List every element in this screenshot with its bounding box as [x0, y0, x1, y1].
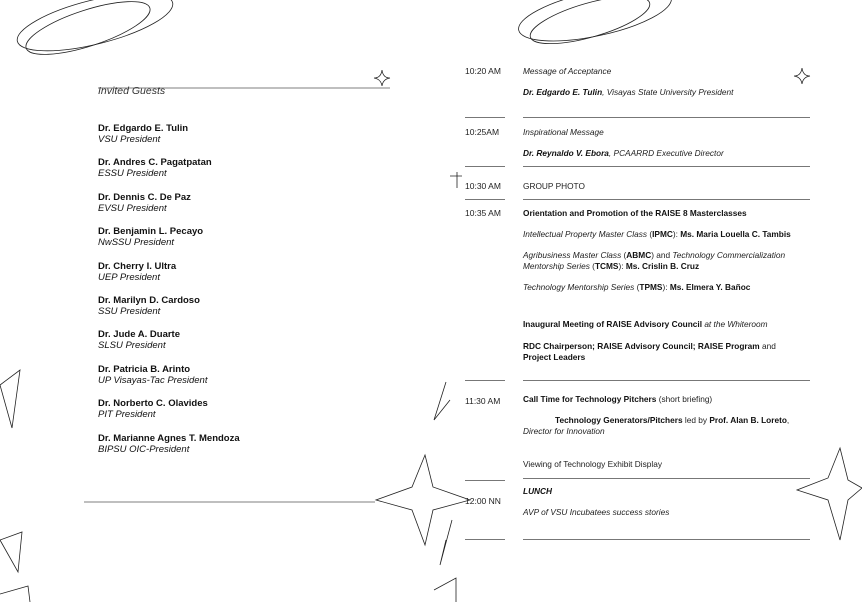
time-label: 10:30 AM [465, 181, 501, 191]
guest-entry [98, 433, 240, 455]
item-title: Message of Acceptance [523, 66, 612, 76]
advisory-council [523, 319, 818, 330]
text: TPMS [639, 282, 663, 292]
text: TCMS [594, 260, 619, 271]
text: Intellectual Property Master Class [523, 229, 648, 239]
guest-name: Dr. Edgardo E. Tulin [98, 123, 189, 134]
item-title: Orientation and Promotion of the RAISE 8 Masterclasses [523, 208, 747, 218]
council-members [523, 341, 793, 362]
guest-role: SSU President [98, 306, 161, 317]
item-title: Inspirational Message [523, 127, 604, 137]
guest-entry [98, 261, 176, 283]
sparkle-icon [374, 70, 390, 86]
guest-name: Dr. Cherry I. Ultra [98, 260, 177, 272]
guest-entry [98, 192, 191, 214]
text: ): [618, 260, 626, 271]
exhibit: Viewing of Technology Exhibit Display [523, 459, 662, 469]
guest-entry [98, 226, 203, 248]
guest-entry [98, 364, 207, 386]
time-label: 10:20 AM [465, 66, 501, 76]
ellipse-ornament [526, 0, 655, 53]
text: led by [682, 415, 710, 425]
text: Technology Mentorship Series [523, 282, 635, 292]
guest-name: Dr. Andres C. Pagatpatan [98, 157, 212, 169]
guest-role: PIT President [98, 409, 156, 421]
text: Director for Innovation [523, 425, 605, 436]
guest-name: Dr. Jude A. Duarte [98, 329, 181, 341]
text: ) and [651, 250, 673, 260]
text: ): [672, 229, 681, 239]
guest-name: Dr. Marianne Agnes T. Mendoza [98, 432, 240, 444]
text: Technology Generators/Pitchers [555, 415, 683, 425]
guest-role: SLSU President [98, 340, 166, 352]
text: Call Time for Technology Pitchers [523, 394, 657, 404]
time-label: 10:25AM [465, 127, 500, 137]
text: Project Leaders [523, 351, 586, 362]
guest-role: BIPSU OIC-President [98, 443, 190, 455]
text: at the Whiteroom [702, 319, 768, 329]
text: Prof. Alan B. Loreto [709, 415, 787, 425]
text: IPMC [652, 229, 673, 239]
item-speaker [523, 148, 818, 159]
text: ( [589, 260, 595, 271]
item-speaker [523, 87, 818, 98]
guest-entry [98, 123, 188, 145]
speaker-name: Dr. Reynaldo V. Ebora [523, 148, 609, 158]
text: Agribusiness Master Class [523, 250, 622, 260]
guest-name: Dr. Patricia B. Arinto [98, 363, 191, 375]
text: ( [634, 282, 640, 292]
time-label: 10:35 AM [465, 208, 501, 218]
guest-name: Dr. Marilyn D. Cardoso [98, 295, 200, 306]
text: , [786, 415, 790, 425]
text: Technology Commercialization Mentorship Series [523, 250, 786, 271]
speaker-name: Dr. Edgardo E. Tulin [523, 87, 603, 97]
guest-name: Dr. Benjamin L. Pecayo [98, 226, 204, 238]
text: ABMC [626, 250, 652, 260]
item-title [523, 394, 818, 405]
item-title: GROUP PHOTO [523, 181, 585, 191]
invited-guests-heading: Invited Guests [98, 85, 166, 97]
guest-entry [98, 329, 180, 351]
text: ( [647, 229, 653, 239]
text: Inaugural Meeting of RAISE Advisory Council [523, 319, 703, 329]
guest-entry [98, 295, 200, 317]
star-ornament [376, 455, 470, 545]
guest-role: EVSU President [98, 202, 167, 214]
avp: AVP of VSU Incubatees success stories [523, 507, 670, 517]
guest-role: ESSU President [98, 168, 167, 180]
text: (short briefing) [656, 394, 713, 404]
ellipse-ornament [514, 0, 676, 52]
speaker-role: , Visayas State University President [602, 87, 734, 97]
text: RDC Chairperson; RAISE Advisory Council; RAISE Program [523, 341, 760, 351]
time-label: 11:30 AM [465, 396, 501, 406]
item-title: LUNCH [523, 486, 553, 496]
guest-name: Dr. Norberto C. Olavides [98, 398, 208, 410]
time-label: 12:00 NN [465, 496, 501, 506]
guest-entry [98, 157, 212, 179]
speaker-role: , PCAARRD Executive Director [608, 148, 724, 158]
text: ): [662, 282, 670, 292]
guest-role: VSU President [98, 134, 161, 145]
text: Ms. Crislin B. Cruz [625, 260, 700, 271]
text: Ms. Elmera Y. Bañoc [669, 282, 751, 292]
text: Ms. Maria Louella C. Tambis [680, 229, 791, 239]
guest-role: UP Visayas-Tac President [98, 374, 208, 386]
text: ( [621, 250, 627, 260]
ellipse-ornament [12, 0, 178, 63]
guest-entry [98, 398, 208, 420]
guest-role: NwSSU President [98, 237, 175, 249]
guest-role: UEP President [98, 271, 160, 283]
masterclass-tpms [523, 282, 818, 293]
masterclass-abmc [523, 250, 818, 271]
pitchers [523, 415, 818, 436]
masterclass-ipmc [523, 229, 818, 240]
text: and [759, 341, 776, 351]
guest-name: Dr. Dennis C. De Paz [98, 191, 191, 203]
